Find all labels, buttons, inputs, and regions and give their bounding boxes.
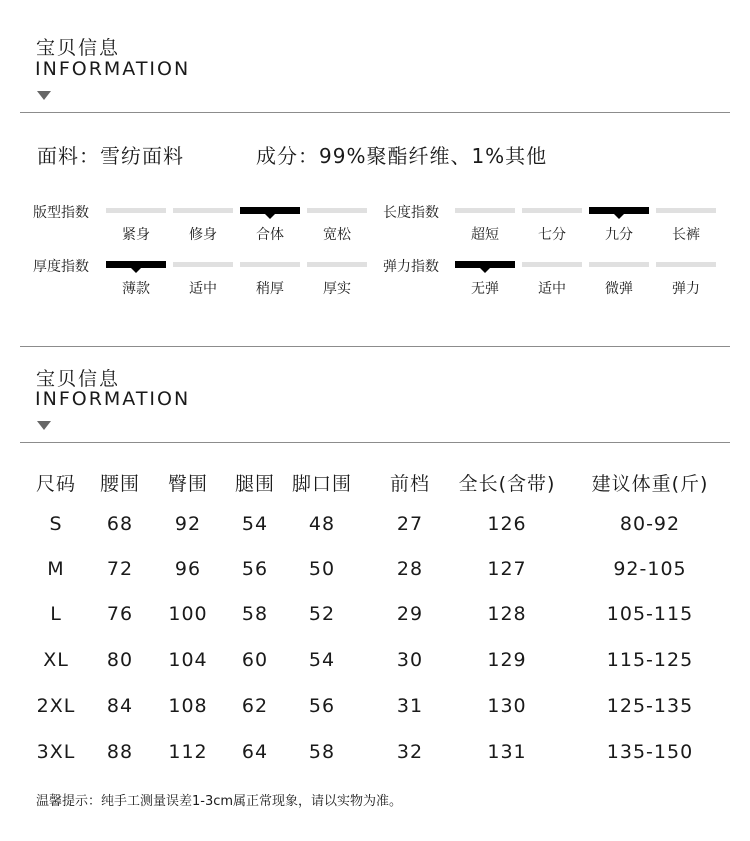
table-cell: 135-150	[606, 741, 694, 763]
table-header-cell: 前档	[389, 473, 430, 495]
table-cell: 84	[106, 695, 134, 717]
table-header-cell: 建议体重(斤)	[591, 473, 709, 495]
index-option-label: 长裤	[672, 227, 700, 243]
divider	[20, 346, 730, 347]
triangle-down-icon	[37, 91, 51, 100]
table-cell: 127	[487, 558, 527, 580]
pointer-marker-icon	[479, 267, 491, 273]
index-segment	[455, 208, 515, 213]
table-cell: 31	[396, 695, 424, 717]
index-segment	[106, 208, 166, 213]
table-header-cell: 腰围	[99, 473, 140, 495]
index-option-label: 超短	[471, 227, 499, 243]
section-title-en: INFORMATION	[35, 388, 191, 410]
table-cell: 32	[396, 741, 424, 763]
index-option-label: 弹力	[672, 281, 700, 297]
table-header-cell: 臀围	[167, 473, 208, 495]
index-option-label: 厚实	[323, 281, 351, 297]
pointer-marker-icon	[264, 213, 276, 219]
index-segment	[656, 208, 716, 213]
index-segment	[307, 262, 367, 267]
section-title-cn: 宝贝信息	[36, 37, 121, 59]
table-cell: 88	[106, 741, 134, 763]
table-row-size: L	[50, 603, 62, 625]
table-cell: 56	[241, 558, 269, 580]
index-option-label: 合体	[256, 227, 284, 243]
table-header-cell: 腿围	[234, 473, 275, 495]
table-row-size: XL	[43, 649, 69, 671]
index-label: 弹力指数	[383, 259, 439, 275]
divider	[20, 442, 730, 443]
table-cell: 80	[106, 649, 134, 671]
index-option-label: 微弹	[605, 281, 633, 297]
table-cell: 52	[308, 603, 336, 625]
table-cell: 76	[106, 603, 134, 625]
index-option-label: 修身	[189, 227, 217, 243]
table-cell: 50	[308, 558, 336, 580]
fabric-composition: 成分：99%聚酯纤维、1%其他	[256, 144, 548, 168]
table-cell: 62	[241, 695, 269, 717]
table-cell: 128	[487, 603, 527, 625]
table-cell: 58	[241, 603, 269, 625]
index-label: 厚度指数	[33, 259, 89, 275]
table-row-size: S	[49, 513, 63, 535]
index-segment	[173, 208, 233, 213]
index-option-label: 适中	[538, 281, 566, 297]
table-cell: 104	[168, 649, 208, 671]
pointer-marker-icon	[130, 267, 142, 273]
table-cell: 54	[241, 513, 269, 535]
table-cell: 54	[308, 649, 336, 671]
table-cell: 126	[487, 513, 527, 535]
index-label: 版型指数	[33, 205, 89, 221]
index-option-label: 稍厚	[256, 281, 284, 297]
table-header-cell: 尺码	[35, 473, 76, 495]
index-segment	[589, 262, 649, 267]
divider	[20, 112, 730, 113]
table-cell: 30	[396, 649, 424, 671]
table-cell: 28	[396, 558, 424, 580]
table-row-size: 3XL	[36, 741, 76, 763]
table-row-size: 2XL	[36, 695, 76, 717]
triangle-down-icon	[37, 421, 51, 430]
index-segment	[522, 208, 582, 213]
table-cell: 129	[487, 649, 527, 671]
index-label: 长度指数	[383, 205, 439, 221]
table-cell: 80-92	[619, 513, 681, 535]
table-cell: 130	[487, 695, 527, 717]
table-row-size: M	[47, 558, 65, 580]
index-segment	[522, 262, 582, 267]
table-cell: 64	[241, 741, 269, 763]
fabric-material: 面料：雪纺面料	[37, 144, 184, 168]
table-cell: 92-105	[613, 558, 687, 580]
index-option-label: 宽松	[323, 227, 351, 243]
table-cell: 58	[308, 741, 336, 763]
index-segment-selected	[106, 261, 166, 268]
table-cell: 115-125	[606, 649, 694, 671]
table-cell: 92	[174, 513, 202, 535]
table-header-cell: 脚口围	[291, 473, 352, 495]
index-segment-selected	[455, 261, 515, 268]
index-option-label: 无弹	[471, 281, 499, 297]
table-cell: 108	[168, 695, 208, 717]
table-cell: 48	[308, 513, 336, 535]
index-segment-selected	[240, 207, 300, 214]
table-cell: 68	[106, 513, 134, 535]
table-cell: 105-115	[606, 603, 694, 625]
table-cell: 112	[168, 741, 208, 763]
table-cell: 60	[241, 649, 269, 671]
tip-note: 温馨提示：纯手工测量误差1-3cm属正常现象，请以实物为准。	[36, 794, 403, 809]
index-segment	[656, 262, 716, 267]
index-option-label: 九分	[605, 227, 633, 243]
index-option-label: 七分	[538, 227, 566, 243]
index-segment-selected	[589, 207, 649, 214]
table-cell: 131	[487, 741, 527, 763]
index-option-label: 薄款	[122, 281, 150, 297]
table-cell: 100	[168, 603, 208, 625]
table-cell: 96	[174, 558, 202, 580]
section-title-cn: 宝贝信息	[36, 368, 121, 390]
index-segment	[173, 262, 233, 267]
index-segment	[240, 262, 300, 267]
table-cell: 29	[396, 603, 424, 625]
table-cell: 56	[308, 695, 336, 717]
index-option-label: 紧身	[122, 227, 150, 243]
table-cell: 125-135	[606, 695, 694, 717]
index-segment	[307, 208, 367, 213]
pointer-marker-icon	[613, 213, 625, 219]
index-option-label: 适中	[189, 281, 217, 297]
section-title-en: INFORMATION	[35, 58, 191, 80]
table-cell: 72	[106, 558, 134, 580]
table-cell: 27	[396, 513, 424, 535]
table-header-cell: 全长(含带)	[458, 473, 556, 495]
